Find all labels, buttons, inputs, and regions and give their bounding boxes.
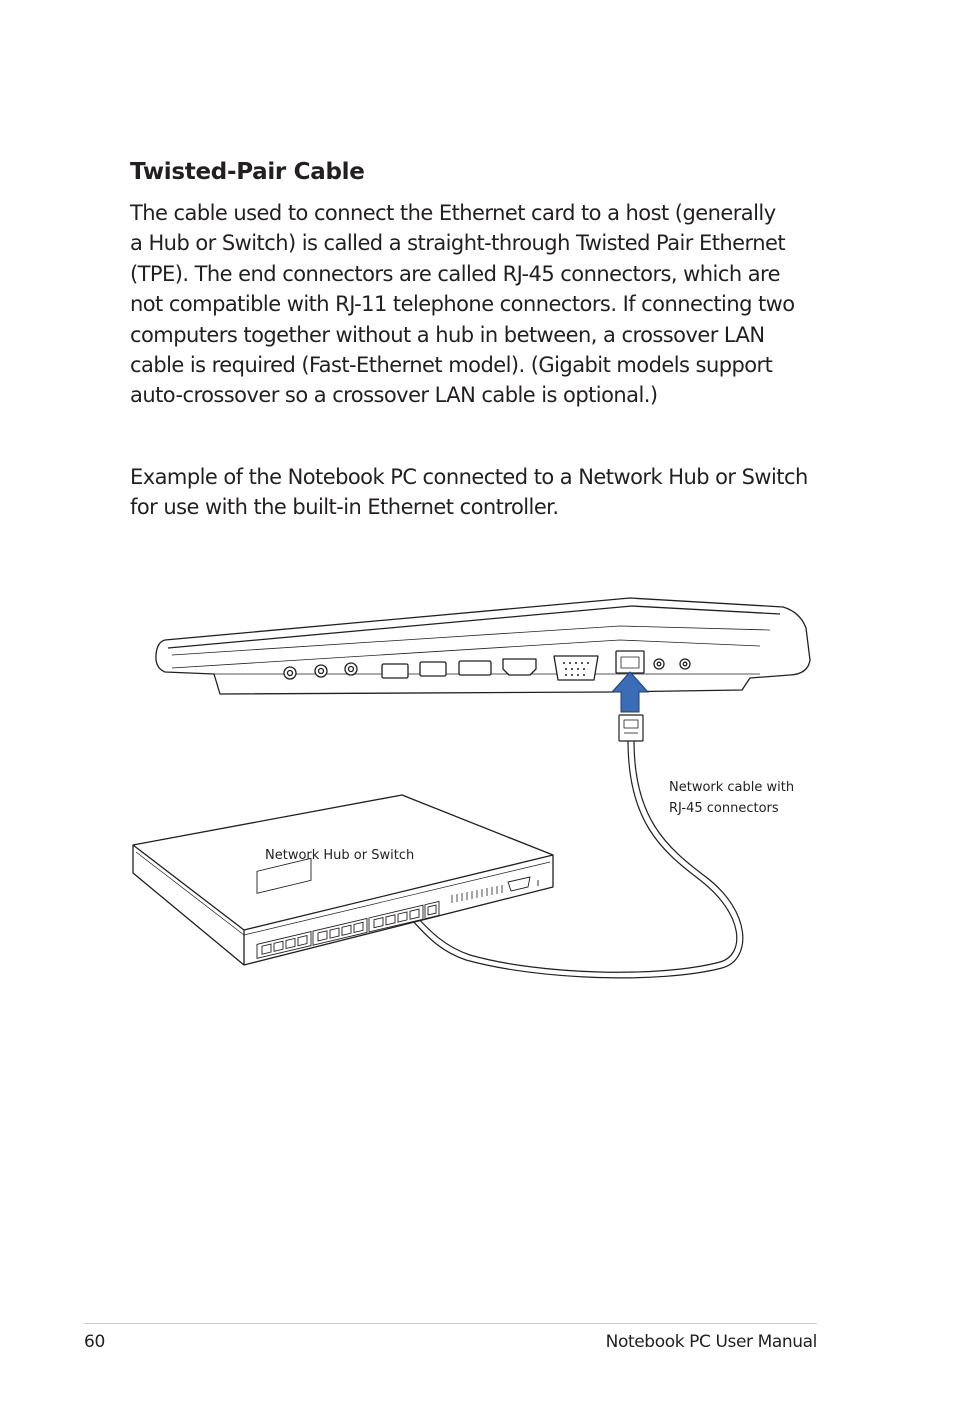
description-paragraph bbox=[130, 198, 830, 411]
paragraph-line: a Hub or Switch) is called a straight-through Twisted Pair Ethernet bbox=[130, 231, 786, 256]
paragraph-line: auto-crossover so a crossover LAN cable is optional.) bbox=[130, 383, 658, 408]
network-connection-illustration bbox=[0, 580, 954, 1000]
manual-title: Notebook PC User Manual bbox=[605, 1332, 817, 1352]
page-number: 60 bbox=[84, 1332, 106, 1352]
paragraph-line: (TPE). The end connectors are called RJ-45 connectors, which are bbox=[130, 261, 781, 286]
notebook-pc-side-view bbox=[156, 598, 810, 694]
network-hub-illustration bbox=[133, 795, 553, 965]
rj45-plug-icon bbox=[619, 715, 643, 741]
cable-label-line: Network cable with bbox=[669, 780, 795, 795]
paragraph-line: computers together without a hub in between, a crossover LAN bbox=[130, 322, 765, 347]
paragraph-line: cable is required (Fast-Ethernet model). (Gigabit models support bbox=[130, 353, 773, 378]
cable-label bbox=[669, 780, 798, 816]
example-paragraph bbox=[130, 462, 830, 523]
hub-label: Network Hub or Switch bbox=[265, 848, 415, 863]
section-heading: Twisted-Pair Cable bbox=[130, 159, 365, 185]
footer-divider bbox=[84, 1323, 817, 1324]
paragraph-line: not compatible with RJ-11 telephone connectors. If connecting two bbox=[130, 292, 795, 317]
paragraph-line: The cable used to connect the Ethernet card to a host (generally bbox=[130, 201, 776, 225]
cable-label-line: RJ-45 connectors bbox=[669, 801, 779, 816]
paragraph-line: Example of the Notebook PC connected to a Network Hub or Switch bbox=[130, 465, 808, 489]
paragraph-line: for use with the built-in Ethernet controller. bbox=[130, 495, 559, 520]
